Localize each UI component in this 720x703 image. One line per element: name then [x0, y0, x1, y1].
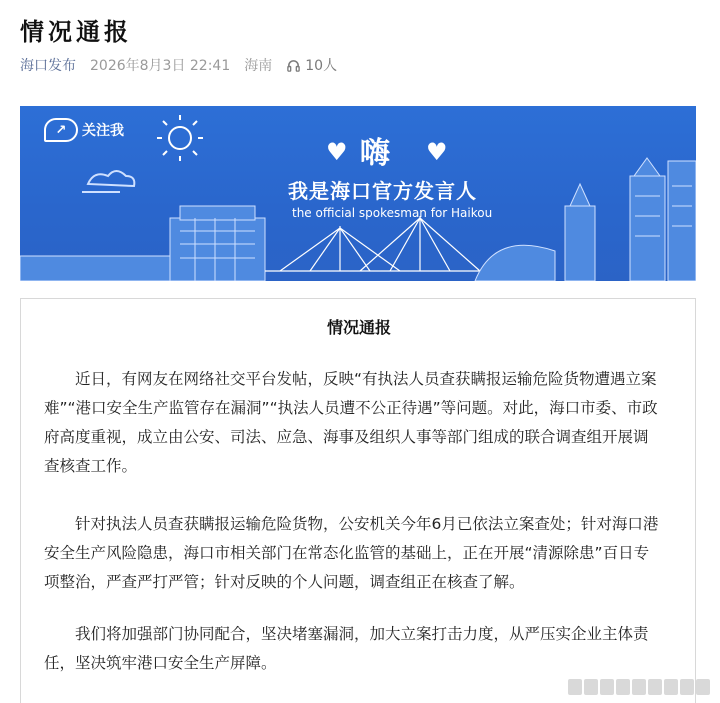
listen-count-value: 10人 — [305, 58, 338, 74]
follow-badge[interactable] — [44, 118, 124, 142]
follow-label: 关注我 — [82, 123, 124, 139]
notice-paragraph: 我们将加强部门协同配合，坚决堵塞漏洞，加大立案打击力度，从严压实企业主体责任，坚决筑牢港口安全生产屏障。 — [44, 625, 649, 672]
watermark — [568, 679, 710, 695]
follow-arrow-icon: ↗ — [44, 118, 78, 142]
heart-icon: ♥ — [326, 138, 348, 166]
banner-slogan-english: the official spokesman for Haikou — [292, 206, 493, 220]
notice-paragraph: 近日，有网友在网络社交平台发帖，反映“有执法人员查获瞒报运输危险货物遭遇立案难”“港口安全生产监管存在漏洞”“执法人员遭不公正待遇”等问题。对此，海口市委、市政府高度重视，成立由公安、司法、应急、海事及组织人事等部门组成的联合调查组开展调查核查工作。 — [44, 370, 658, 475]
article-meta — [20, 55, 337, 75]
article-title: 情况通报 — [20, 18, 132, 46]
banner-hai: 嗨 — [360, 136, 390, 171]
heart-icon: ♥ — [426, 138, 448, 166]
notice-heading: 情况通报 — [326, 318, 391, 337]
headphones-icon — [286, 58, 301, 73]
region-label: 海南 — [244, 58, 273, 74]
banner-slogan: 我是海口官方发言人 — [288, 179, 477, 203]
author-link[interactable]: 海口发布 — [20, 58, 76, 74]
publish-datetime: 2026年8月3日 22:41 — [90, 58, 231, 74]
notice-paragraph: 针对执法人员查获瞒报运输危险货物，公安机关今年6月已依法立案查处；针对海口港安全生产风险隐患，海口市相关部门在常态化监管的基础上，正在开展“清源除患”百日专项整治，严查严打严管；针对反映的个人问题，调查组正在核查了解。 — [44, 515, 659, 591]
listen-count[interactable] — [286, 55, 337, 75]
